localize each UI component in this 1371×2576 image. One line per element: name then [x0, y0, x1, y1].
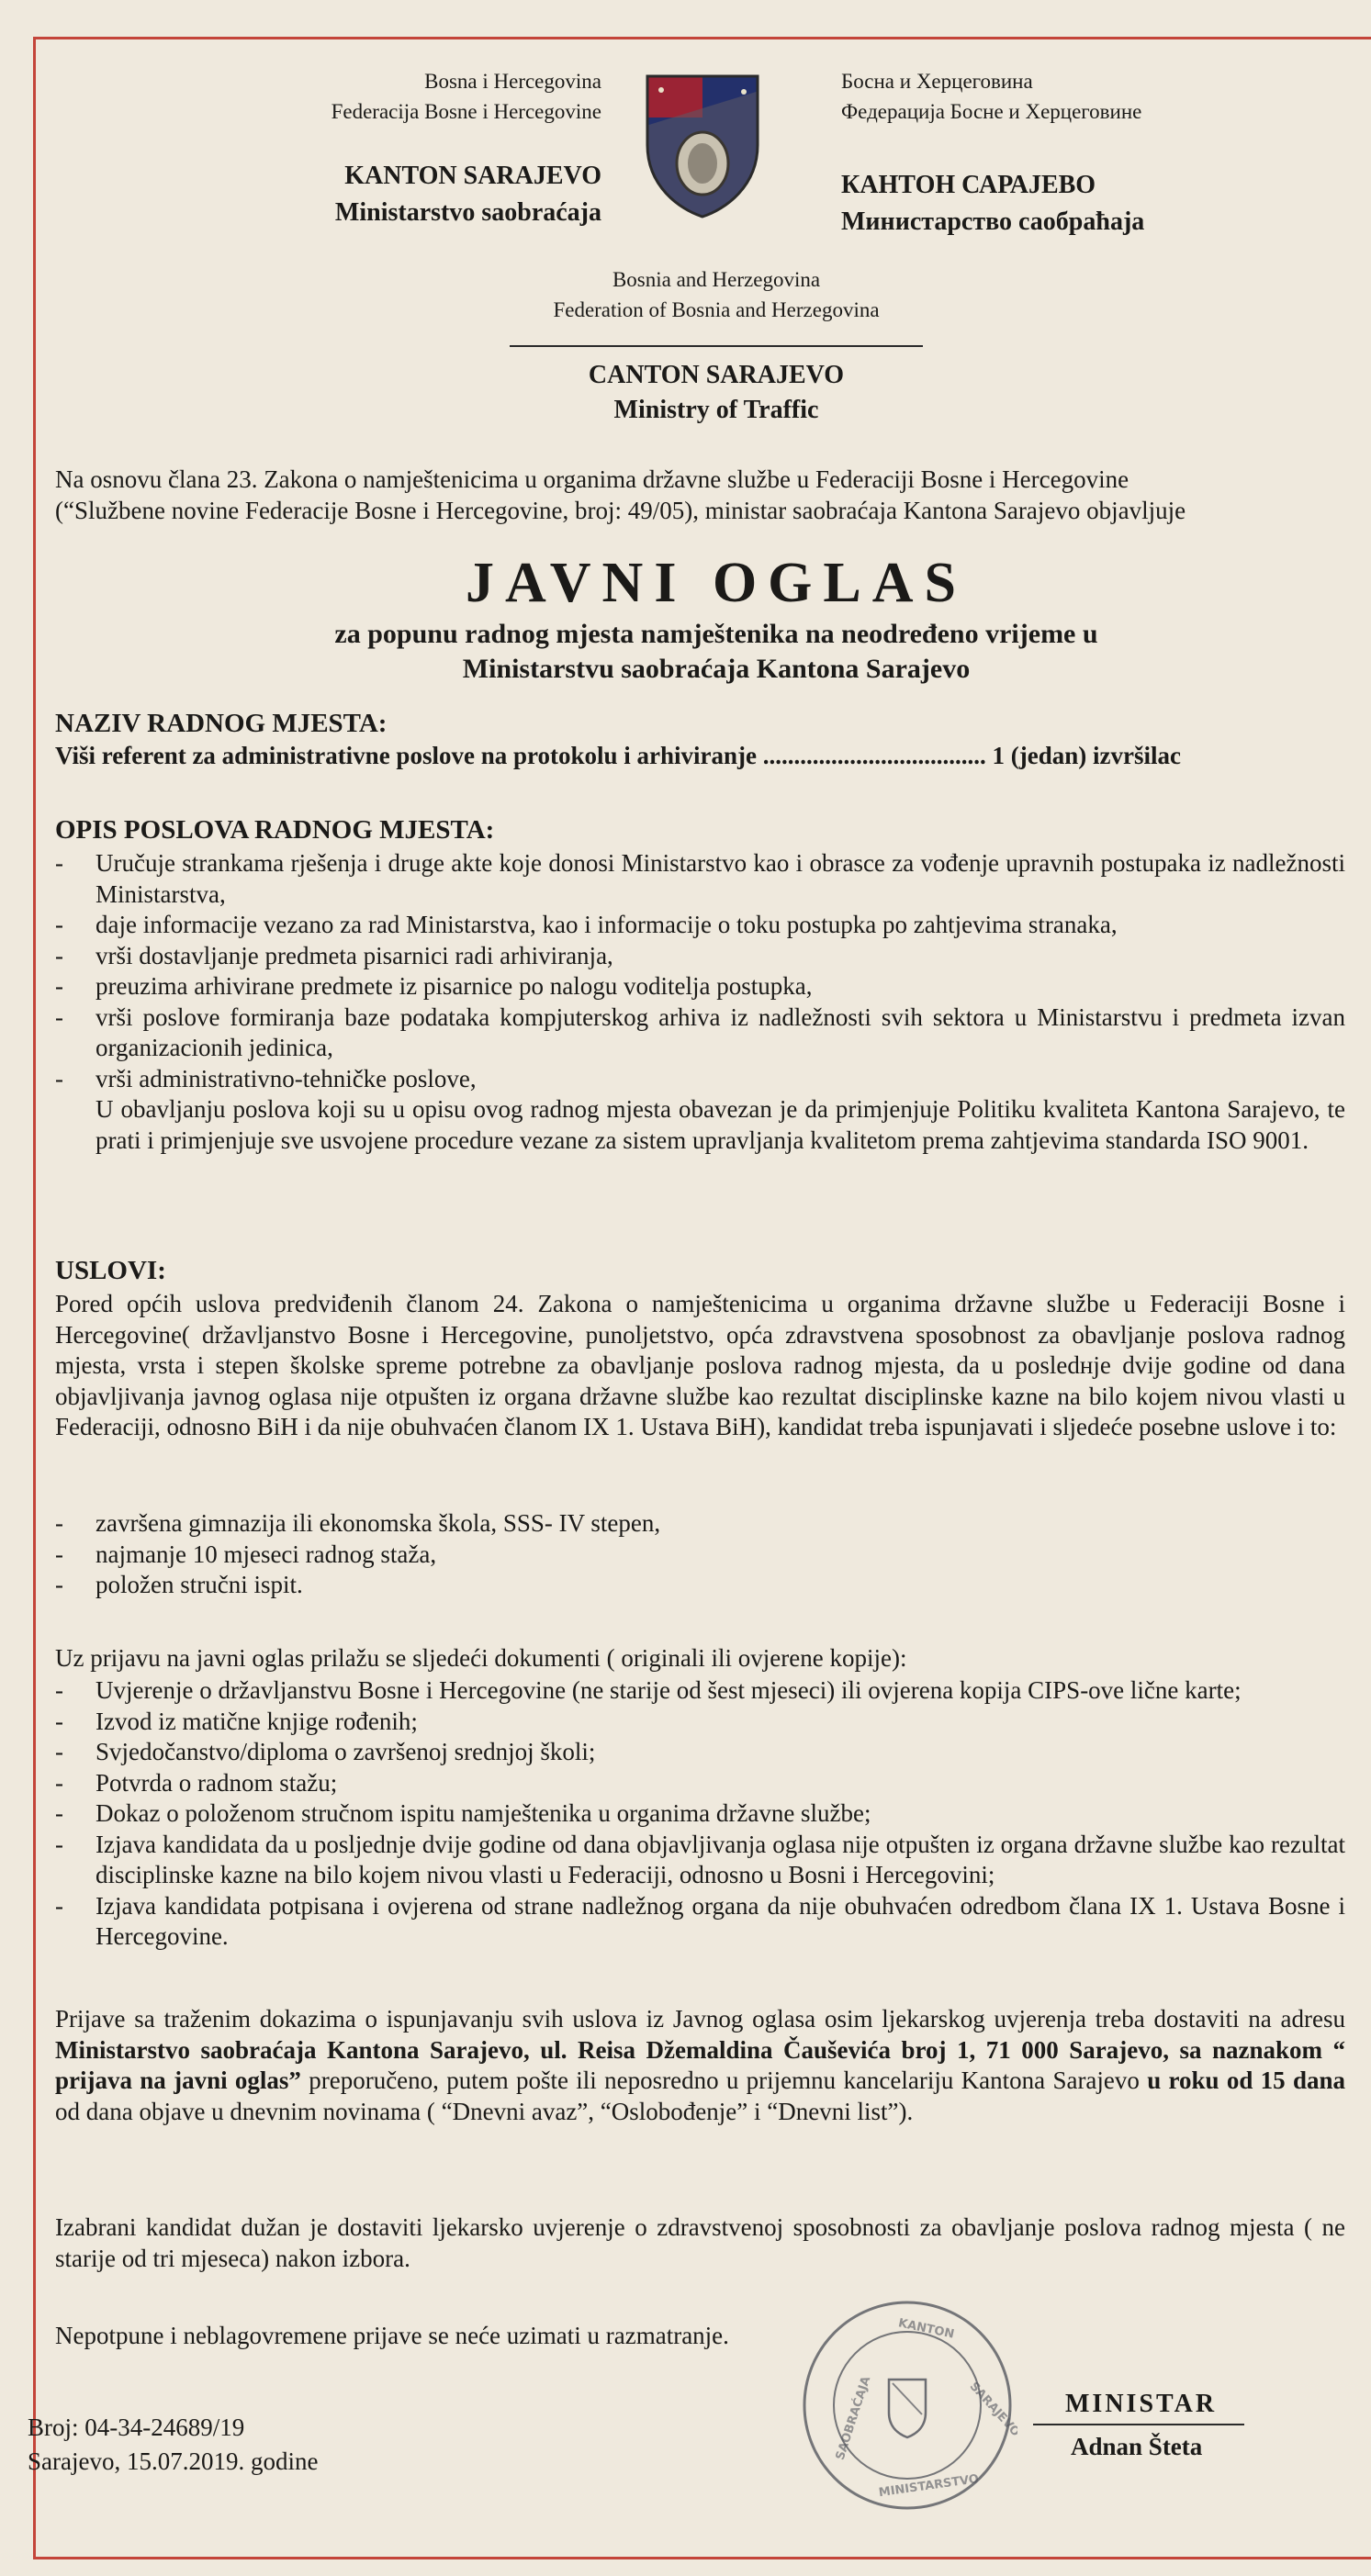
submission-text-2: preporučeno, putem pošte ili neposredno u prijemnu kancelariju Kantona Sarajevo [300, 2066, 1148, 2094]
list-item: - daje informacije vezano za rad Ministarstva, kao i informacije o toku postupka po zahtjevima stranaka, [55, 910, 1345, 941]
duties-list [55, 848, 1345, 1156]
title-subtitle-1: za popunu radnog mjesta namještenika na neodređeno vrijeme u [334, 619, 1098, 649]
position-name: Viši referent za administrativne poslove na protokolu i arhiviranje [55, 742, 757, 769]
intro-line-1: Na osnovu člana 23. Zakona o namještenicima u organima državne službe u Federaciji Bosne i Hercegovine [55, 465, 1129, 493]
svg-text:KANTON: KANTON [896, 2316, 956, 2342]
list-item: - vrši poslove formiranja baze podataka kompjuterskog arhiva iz nadležnosti svih sektora u Ministarstvu i predmeta izvan organizacionih jedinica, [55, 1002, 1345, 1064]
list-item: - Uvjerenje o državljanstvu Bosne i Hercegovine (ne starije od šest mjeseci) ili ovjerena kopija CIPS-ove lične karte; [55, 1675, 1345, 1707]
header-left-ministry: Ministarstvo saobraćaja [334, 198, 601, 227]
list-item: - najmanje 10 mjeseci radnog staža, [55, 1540, 1345, 1571]
official-stamp-icon [797, 2295, 1017, 2515]
position-heading: NAZIV RADNOG MJESTA: [55, 709, 388, 738]
header-left [184, 66, 601, 127]
submission-paragraph [55, 2004, 1345, 2127]
intro-line-2: (“Službene novine Federacije Bosne i Hercegovine, broj: 49/05), ministar saobraćaja Kantona Sarajevo objavljuje [55, 496, 1186, 524]
header-right-canton: КАНТОН САРАЈЕВО [841, 171, 1096, 199]
signature-line [1033, 2424, 1244, 2425]
header-left-line-2: Federacija Bosne i Hercegovine [331, 100, 601, 123]
coat-of-arms-icon [643, 72, 762, 218]
header-right [841, 66, 1300, 127]
header-center-ministry: Ministry of Traffic [613, 396, 819, 424]
list-item: - vrši administrativno-tehničke poslove, [55, 1064, 1345, 1095]
position-line [55, 742, 1359, 770]
header-right-line-1: Босна и Херцеговина [841, 70, 1033, 93]
svg-text:MINISTARSTVO: MINISTARSTVO [877, 2472, 980, 2501]
incomplete-notice: Nepotpune i neblagovremene prijave se neće uzimati u razmatranje. [55, 2322, 729, 2349]
list-item: - Izjava kandidata potpisana i ovjerena od strane nadležnog organa da nije obuhvaćen odredbom člana IX 1. Ustava Bosne i Hercegovine. [55, 1891, 1345, 1953]
header-center-line-2: Federation of Bosnia and Herzegovina [553, 298, 880, 321]
conditions-list [55, 1508, 1345, 1601]
conditions-text: Pored općih uslova predviđenih članom 24. Zakona o namještenicima u organima državne službe u Federaciji Bosne i Hercegovine( državljanstvo Bosne i Hercegovine, punoljetstvo, opća zdravstvena sposobnost za obavljanje poslova radnog mjesta, vrsta i stepen školske spreme potrebne za obavljanje poslova radnog mjesta, da u posledнje dvije godine od dana objavljivanja javnog oglasa nije otpušten iz organa državne službe kao rezultat disciplinske kazne na bilo kojem nivou vlasti u Federaciji, odnosno BiH i da nije obuhvaćen članom IX 1. Ustava BiH), kandidat treba ispunjavati i sljedeće posebne uslove i to: [55, 1290, 1345, 1440]
list-item: - položen stručni ispit. [55, 1570, 1345, 1601]
list-item: - Dokaz o položenom stručnom ispitu namještenika u organima državne službe; [55, 1798, 1345, 1830]
svg-text:SAOBRAĆAJA: SAOBRAĆAJA [833, 2374, 874, 2462]
duties-heading: OPIS POSLOVA RADNOG MJESTA: [55, 815, 495, 845]
header-center-line-1: Bosnia and Herzegovina [612, 268, 821, 291]
list-item: - Izvod iz matične knjige rođenih; [55, 1707, 1345, 1738]
header-right-ministry: Министарство саобраћаја [841, 207, 1145, 236]
list-item: - Potvrda o radnom stažu; [55, 1768, 1345, 1799]
list-item: - Izjava kandidata da u posljednje dvije godine od dana objavljivanja oglasa nije otpušten iz organa državne službe kao rezultat disciplinske kazne na bilo kojem nivou vlasti u Federaciji, odnosno u Bosni i Hercegovini; [55, 1830, 1345, 1891]
svg-text:SARAJEVO: SARAJEVO [966, 2380, 1017, 2440]
list-item: - Svjedočanstvo/diploma o završenoj srednjoj školi; [55, 1737, 1345, 1768]
header-left-line-1: Bosna i Hercegovina [424, 70, 601, 93]
header-center-canton: CANTON SARAJEVO [588, 361, 845, 389]
document-title: JAVNI OGLAS [465, 552, 968, 614]
submission-address: Ministarstvo saobraćaja Kantona Sarajevo, ul. Reisa Džemaldina Čauševića broj 1, 71 000 Sarajevo, sa naznakom “ prijava na javni oglas” [55, 2035, 1345, 2094]
document-number: Broj: 04-34-24689/19 [28, 2414, 245, 2441]
title-subtitle-2: Ministarstvu saobraćaja Kantona Sarajevo [462, 654, 971, 684]
list-item: - preuzima arhivirane predmete iz pisarnice po nalogu voditelja postupka, [55, 971, 1345, 1002]
list-item: - Uručuje strankama rješenja i druge akte koje donosi Ministarstvo kao i obrasce za vođenje upravnih postupaka iz nadležnosti Ministarstva, [55, 848, 1345, 910]
signatory-role: MINISTAR [1065, 2390, 1218, 2418]
document-place-date: Sarajevo, 15.07.2019. godine [28, 2447, 319, 2475]
documents-intro: Uz prijavu na javni oglas prilažu se sljedeći dokumenti ( originali ili ovjerene kopije): [55, 1644, 907, 1672]
medical-paragraph: Izabrani kandidat dužan je dostaviti ljekarsko uvjerenje o zdravstvenoj sposobnosti za obavljanje poslova radnog mjesta ( ne starije od tri mjeseca) nakon izbora. [55, 2213, 1345, 2272]
documents-list [55, 1675, 1345, 1953]
submission-deadline: u roku od 15 dana [1147, 2066, 1346, 2094]
header-left-canton: KANTON SARAJEVO [344, 162, 601, 190]
list-item: - vrši dostavljanje predmeta pisarnici radi arhiviranja, [55, 941, 1345, 972]
header-divider [510, 345, 923, 347]
submission-text-3: od dana objave u dnevnim novinama ( “Dnevni avaz”, “Oslobođenje” i “Dnevni list”). [55, 2097, 914, 2125]
duties-note: U obavljanju poslova koji su u opisu ovog radnog mjesta obavezan je da primjenjuje Politiku kvaliteta Kantona Sarajevo, te prati i primjenjuje sve usvojene procedure vezane za sistem upravljanja kvalitetom prema zahtjevima standarda ISO 9001. [96, 1095, 1345, 1154]
position-count: 1 (jedan) izvršilac [992, 742, 1181, 769]
submission-text-1: Prijave sa traženim dokazima o ispunjavanju svih uslova iz Javnog oglasa osim ljekarskog uvjerenja treba dostaviti na adresu [55, 2005, 1345, 2033]
intro-paragraph [55, 465, 1345, 526]
list-item: - završena gimnazija ili ekonomska škola, SSS- IV stepen, [55, 1508, 1345, 1540]
conditions-heading: USLOVI: [55, 1256, 166, 1285]
header-center [432, 264, 1001, 325]
signatory-name: Adnan Šteta [1071, 2433, 1203, 2460]
header-right-line-2: Федерација Босне и Херцеговине [841, 100, 1142, 123]
position-dots: .................................... [762, 742, 986, 769]
